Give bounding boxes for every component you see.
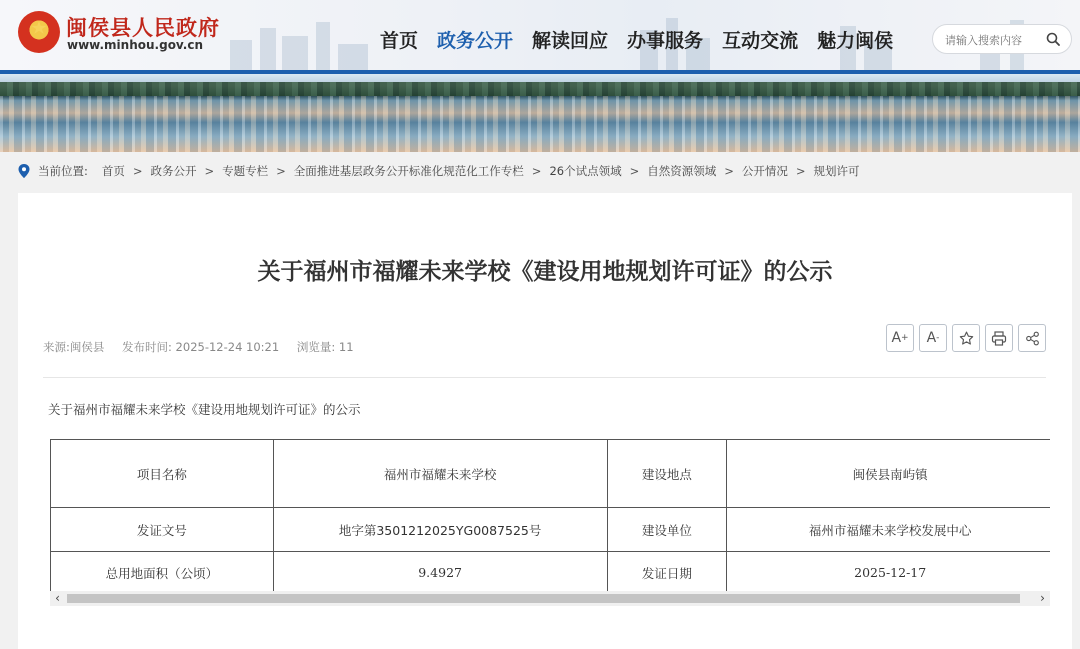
table-cell-label: 建设单位 — [607, 508, 727, 552]
banner-water-reflection — [0, 96, 1080, 152]
table-cell-value: 2025-12-17 — [727, 552, 1050, 592]
article-card — [18, 193, 1072, 649]
scroll-right-arrow-icon[interactable]: › — [1040, 591, 1045, 605]
table-cell-label: 总用地面积（公顷） — [51, 552, 274, 592]
table-row — [51, 440, 1051, 508]
nav-item-services[interactable]: 办事服务 — [627, 30, 704, 52]
search-box — [932, 24, 1072, 54]
breadcrumb-disclosure[interactable]: 公开情况 — [741, 164, 788, 178]
article-views: 浏览量: 11 — [296, 340, 354, 354]
share-button[interactable] — [1018, 324, 1046, 352]
breadcrumb-planning-permit[interactable]: 规划许可 — [813, 164, 860, 178]
breadcrumb-separator: > — [629, 164, 640, 178]
font-decrease-button[interactable]: A - — [919, 324, 947, 352]
search-icon[interactable] — [1046, 32, 1060, 46]
search-input[interactable] — [945, 31, 1041, 49]
breadcrumb-special-topics[interactable]: 专题专栏 — [222, 164, 269, 178]
table-cell-value: 福州市福耀未来学校 — [273, 440, 607, 508]
table-cell-value: 9.4927 — [273, 552, 607, 592]
breadcrumb-separator: > — [531, 164, 542, 178]
print-icon — [991, 331, 1007, 346]
breadcrumb — [18, 163, 860, 179]
table-cell-label: 建设地点 — [607, 440, 727, 508]
table-cell-label: 发证文号 — [51, 508, 274, 552]
breadcrumb-government-affairs[interactable]: 政务公开 — [150, 164, 197, 178]
scrollbar-thumb[interactable] — [67, 594, 1020, 603]
article-meta — [43, 339, 368, 355]
main-nav — [380, 26, 912, 53]
font-increase-button[interactable]: A + — [886, 324, 914, 352]
banner-treeline — [0, 82, 1080, 96]
breadcrumb-label: 当前位置: — [38, 164, 88, 178]
favorite-button[interactable] — [952, 324, 980, 352]
river-banner-image — [0, 74, 1080, 152]
site-name[interactable]: 闽侯县人民政府 — [66, 15, 220, 40]
breadcrumb-separator: > — [276, 164, 286, 178]
site-url: www.minhou.gov.cn — [67, 38, 203, 52]
nav-item-interpretation[interactable]: 解读回应 — [532, 30, 609, 52]
article-title: 关于福州市福耀未来学校《建设用地规划许可证》的公示 — [257, 259, 833, 285]
permit-table — [50, 439, 1050, 591]
breadcrumb-separator: > — [795, 164, 806, 178]
article-source: 来源:闽侯县 — [43, 340, 105, 354]
table-cell-value: 地字第3501212025YG0087525号 — [273, 508, 607, 552]
share-icon — [1025, 331, 1040, 346]
table-cell-value: 福州市福耀未来学校发展中心 — [727, 508, 1050, 552]
table-row — [51, 552, 1051, 592]
breadcrumb-pilot-areas[interactable]: 26个试点领域 — [549, 164, 622, 178]
table-row — [51, 508, 1051, 552]
nav-item-home[interactable]: 首页 — [380, 30, 419, 52]
nav-item-interaction[interactable]: 互动交流 — [722, 30, 799, 52]
table-cell-label: 项目名称 — [51, 440, 274, 508]
permit-table-container — [50, 439, 1050, 591]
article-tools — [886, 324, 1051, 352]
print-button[interactable] — [985, 324, 1013, 352]
breadcrumb-separator: > — [204, 164, 215, 178]
article-body-title: 关于福州市福耀未来学校《建设用地规划许可证》的公示 — [48, 402, 361, 417]
nav-item-charm-minhou[interactable]: 魅力闽侯 — [817, 30, 894, 52]
site-header — [0, 0, 1080, 72]
breadcrumb-separator: > — [132, 164, 143, 178]
table-cell-label: 发证日期 — [607, 552, 727, 592]
breadcrumb-natural-resources[interactable]: 自然资源领域 — [647, 164, 717, 178]
star-icon — [959, 331, 974, 346]
scroll-left-arrow-icon[interactable]: ‹ — [55, 591, 60, 605]
breadcrumb-home[interactable]: 首页 — [101, 164, 125, 178]
national-emblem-logo[interactable] — [18, 11, 60, 53]
table-horizontal-scrollbar[interactable] — [50, 591, 1050, 606]
article-publish-time: 发布时间: 2025-12-24 10:21 — [122, 340, 280, 354]
meta-divider — [43, 377, 1046, 378]
breadcrumb-separator: > — [724, 164, 734, 178]
breadcrumb-standardization-column[interactable]: 全面推进基层政务公开标准化规范化工作专栏 — [293, 164, 524, 178]
location-pin-icon — [18, 164, 30, 178]
nav-item-government-affairs[interactable]: 政务公开 — [437, 30, 514, 52]
table-cell-value: 闽侯县南屿镇 — [727, 440, 1050, 508]
